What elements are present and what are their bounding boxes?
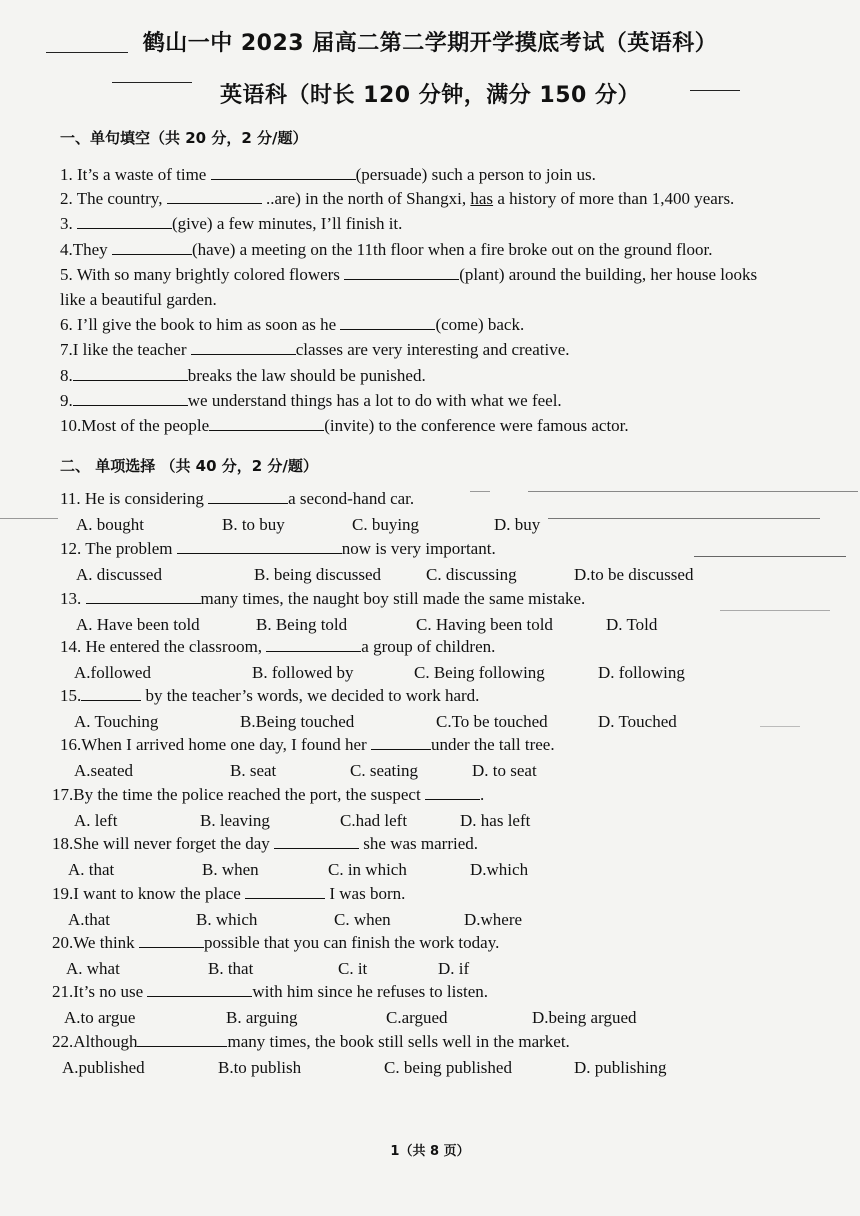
option-d: D. publishing [574,1058,667,1077]
question-text: 11. He is considering [60,489,209,508]
option-c: C. being published [384,1058,512,1077]
question-text: . [479,785,485,804]
option-a: A.published [62,1058,145,1077]
question-21 [52,982,840,1002]
option-c: C.had left [340,811,408,830]
question-text: I was born. [325,884,406,903]
question-text: 13. [60,589,86,608]
option-b: B. leaving [200,811,270,830]
option-a: A.that [68,910,111,929]
option-c: C. discussing [426,565,517,584]
question-text: she was married. [359,834,479,853]
section-heading-fill-in: 一、单句填空（共 20 分，2 分/题） [60,129,308,147]
question-text: 16.When I arrived home one day, I found her [60,735,371,754]
option-a: A. what [66,959,120,978]
option-b: B.to publish [218,1058,302,1077]
underlined-word: has [470,189,494,208]
question-text: 22.Although [52,1032,138,1051]
exam-subtitle: 英语科（时长 120 分钟，满分 150 分） [220,83,640,108]
answer-blank [340,315,435,330]
answer-blank [73,391,188,406]
answer-blank [425,785,480,800]
scan-artifact [548,518,820,519]
question-text: 21.It’s no use [52,982,148,1001]
answer-blank [139,933,204,948]
option-d: D. following [598,663,685,682]
question-text: with him since he refuses to listen. [252,982,488,1001]
answer-blank [245,884,325,899]
option-c: C. buying [352,515,420,534]
question-16 [60,735,840,755]
answer-blank [147,982,252,997]
option-b: B.Being touched [240,712,355,731]
question-text: a history of more than 1,400 years. [493,189,735,208]
question-text: 15. [60,686,82,705]
option-b: B. which [196,910,258,929]
question-17 [52,785,840,805]
question-8 [60,366,840,386]
question-text: 10.Most of the people [60,416,210,435]
scan-artifact [694,556,846,557]
question-text: a group of children. [361,637,496,656]
option-c: C. it [338,959,368,978]
option-a: A.followed [74,663,151,682]
question-10 [60,416,840,436]
question-3 [60,214,840,234]
answer-blank [177,539,342,554]
question-5 [60,265,840,285]
question-text: ..are) in the north of Shangxi, [261,189,471,208]
question-15 [60,686,840,706]
option-d: D. Touched [598,712,677,731]
question-text: 8. [60,366,73,385]
question-text: (come) back. [435,315,525,334]
option-a: A.to argue [64,1008,136,1027]
option-c: C. Being following [414,663,545,682]
question-text: 7.I like the teacher [60,340,191,359]
option-d: D. Told [606,615,658,634]
question-11 [60,489,840,509]
title-rule-left [46,52,128,53]
option-b: B. to buy [222,515,285,534]
option-b: B. being discussed [254,565,382,584]
answer-blank [266,637,361,652]
answer-blank [167,189,262,204]
answer-blank [86,589,201,604]
question-text: (persuade) such a person to join us. [355,165,596,184]
scan-artifact [720,610,830,611]
option-c: C.To be touched [436,712,548,731]
question-text: (have) a meeting on the 11th floor when a fire broke out on the ground floor. [191,240,713,259]
question-text: possible that you can finish the work today. [203,933,500,952]
question-1 [60,165,840,185]
answer-blank [112,240,192,255]
answer-blank [137,1032,227,1047]
page-number: 1（共 8 页） [390,1144,470,1159]
option-a: A. left [74,811,118,830]
option-d: D.where [464,910,523,929]
option-a: A. Touching [74,712,159,731]
question-text: 12. The problem [60,539,177,558]
question-text: 5. With so many brightly colored flowers [60,265,345,284]
question-text: under the tall tree. [430,735,555,754]
question-text: 20.We think [52,933,139,952]
option-a: A. bought [76,515,144,534]
answer-blank [73,366,188,381]
option-d: D. buy [494,515,541,534]
answer-blank [81,686,141,701]
option-c: C. Having been told [416,615,553,634]
subtitle-rule-right [690,90,740,91]
option-d: D. has left [460,811,531,830]
question-text: (plant) around the building, her house looks [459,265,758,284]
question-13 [60,589,840,609]
option-c: C. in which [328,860,407,879]
answer-blank [211,165,356,180]
question-text: 18.She will never forget the day [52,834,275,853]
option-d: D. if [438,959,470,978]
question-text: we understand things has a lot to do with what we feel. [187,391,562,410]
question-text: 3. [60,214,77,233]
answer-blank [208,489,288,504]
question-text: 14. He entered the classroom, [60,637,267,656]
answer-blank [274,834,359,849]
question-4 [60,240,840,260]
section-heading-multiple-choice: 二、 单项选择 （共 40 分，2 分/题） [60,457,318,475]
question-text: breaks the law should be punished. [187,366,426,385]
question-19 [52,884,840,904]
question-text: now is very important. [341,539,496,558]
option-c: C. when [334,910,391,929]
question-text: 6. I’ll give the book to him as soon as he [60,315,341,334]
option-d: D.being argued [532,1008,637,1027]
option-a: A. Have been told [76,615,200,634]
question-text: 19.I want to know the place [52,884,246,903]
scan-artifact [528,491,858,492]
question-text: 4.They [60,240,112,259]
question-6 [60,315,840,335]
question-text: by the teacher’s words, we decided to work hard. [141,686,480,705]
answer-blank [209,416,324,431]
option-a: A.seated [74,761,134,780]
answer-blank [191,340,296,355]
question-20 [52,933,840,953]
question-9 [60,391,840,411]
question-5-continued: like a beautiful garden. [60,290,217,309]
question-text: many times, the book still sells well in the market. [227,1032,570,1051]
exam-title: 鹤山一中 2023 届高二第二学期开学摸底考试（英语科） [142,31,718,56]
option-b: B. arguing [226,1008,298,1027]
question-7 [60,340,840,360]
option-a: A. that [68,860,115,879]
option-b: B. that [208,959,254,978]
question-18 [52,834,840,854]
option-a: A. discussed [76,565,162,584]
option-b: B. followed by [252,663,354,682]
option-d: D.to be discussed [574,565,694,584]
option-c: C.argued [386,1008,448,1027]
question-text: 17.By the time the police reached the port, the suspect [52,785,425,804]
question-text: many times, the naught boy still made the same mistake. [200,589,586,608]
question-text: 1. It’s a waste of time [60,165,211,184]
option-c: C. seating [350,761,418,780]
option-b: B. seat [230,761,277,780]
option-d: D.which [470,860,529,879]
question-text: a second-hand car. [288,489,415,508]
question-22 [52,1032,840,1052]
option-b: B. Being told [256,615,348,634]
question-14 [60,637,840,657]
answer-blank [77,214,172,229]
scan-artifact [0,518,58,519]
answer-blank [371,735,431,750]
question-2 [60,189,840,209]
option-b: B. when [202,860,259,879]
question-text: classes are very interesting and creative. [295,340,570,359]
scan-artifact [470,491,490,492]
question-text: 9. [60,391,73,410]
question-text: (give) a few minutes, I’ll finish it. [172,214,403,233]
answer-blank [344,265,459,280]
scan-artifact [760,726,800,727]
question-text: (invite) to the conference were famous actor. [324,416,629,435]
question-text: 2. The country, [60,189,167,208]
option-d: D. to seat [472,761,537,780]
